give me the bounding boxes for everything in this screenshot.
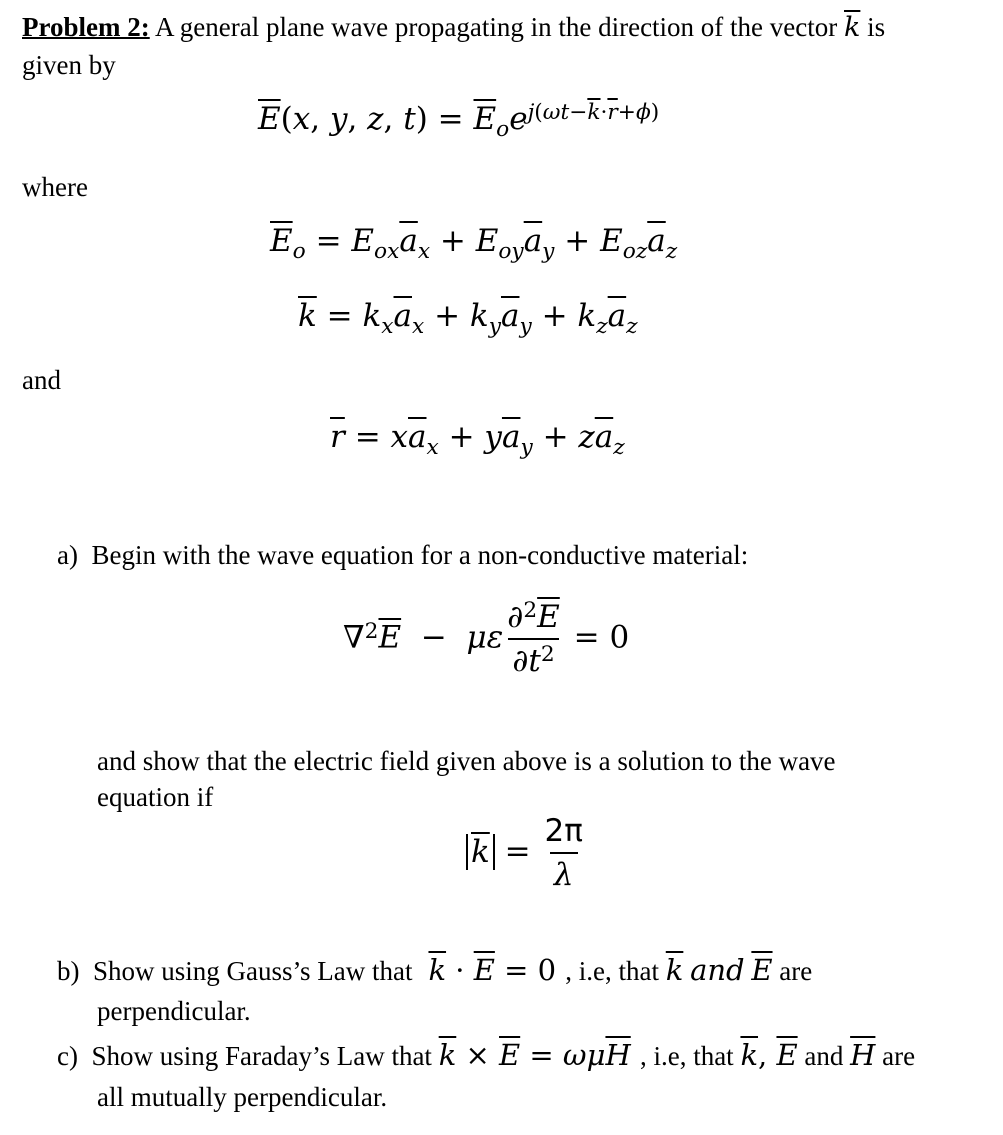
part-a-label: a)	[57, 540, 78, 570]
part-c-text1: Show using Faraday’s Law that	[91, 1041, 432, 1071]
part-b-e: $\overline{E}$	[751, 953, 773, 987]
part-c-equation: $\overline{k} \times \overline{E} = \omega\mu\overline{H}$	[438, 1038, 631, 1072]
part-a-show-line1: and show that the electric field given above is a solution to the wave	[97, 746, 836, 776]
part-c-text2: , i.e, that	[639, 1041, 734, 1071]
part-c-label: c)	[57, 1041, 78, 1071]
part-b-label: b)	[57, 956, 80, 986]
part-a-show-line2: equation if	[97, 782, 214, 812]
part-b-line1	[57, 953, 813, 987]
part-a-text: Begin with the wave equation for a non-conductive material:	[91, 540, 749, 570]
part-c-vectors: $\overline{k}$, $\overline{E}$	[740, 1038, 798, 1072]
equation-r: $\overline{r} = x\overline{a}_x + y\overline{a}_y + z\overline{a}_z$	[330, 419, 625, 460]
part-b-text3: are	[779, 956, 813, 986]
word-where: where	[22, 172, 88, 202]
part-b-text2: , i.e, that	[565, 956, 660, 986]
part-c-line2: all mutually perpendicular.	[97, 1082, 388, 1112]
problem-label: Problem 2:	[22, 12, 150, 42]
part-c-line1	[57, 1038, 916, 1072]
equation-k: $\overline{k} = k_x\overline{a}_x + k_y\overline{a}_y + k_z\overline{a}_z$	[298, 298, 638, 339]
part-b-equation: $\overline{k} \cdot \overline{E} = 0$	[428, 953, 557, 987]
problem-intro: A general plane wave propagating in the direction of the vector	[155, 12, 838, 42]
part-c-text4: are	[882, 1041, 916, 1071]
part-b-k: $\overline{k}$	[665, 953, 684, 987]
part-b-line2: perpendicular.	[97, 996, 251, 1026]
part-c-h: $\overline{H}$	[850, 1038, 876, 1072]
wave-eq-fraction: $\frac{\partial^2\overline{E}}{\partial t^2}$	[507, 598, 560, 680]
vector-k-symbol: $\overline{k}$	[844, 12, 861, 43]
problem-is: is	[867, 12, 886, 42]
k-mag-fraction: $\frac{2\pi}{\lambda}$	[544, 813, 583, 894]
equation-k-magnitude: $\overline{k}$ = $\frac{2\pi}{\lambda}$	[466, 814, 587, 892]
word-and: and	[22, 365, 61, 395]
part-b-and: and	[690, 953, 745, 987]
problem-given-by: given by	[22, 50, 116, 80]
equation-eo: $\overline{E}_o = E_{ox}\overline{a}_x + E_{oy}\overline{a}_y + E_{oz}\overline{a}_z$	[270, 223, 678, 264]
part-a-line	[57, 542, 748, 569]
equation-main: $\overline{E}(x$, y, z, $t) = \overline{E}_oe^{j(\omega t-\overline{k}\cdot\overline{r}+\phi)}$	[258, 100, 660, 142]
problem-statement-line1	[22, 14, 885, 41]
part-b-text1: Show using Gauss’s Law that	[93, 956, 413, 986]
equation-wave: $\nabla^2\overline{E} - \mu\varepsilon$ $\frac{\partial^2\overline{E}}{\partial t^2}$ = 0	[343, 598, 630, 680]
part-c-text3: and	[804, 1041, 844, 1071]
